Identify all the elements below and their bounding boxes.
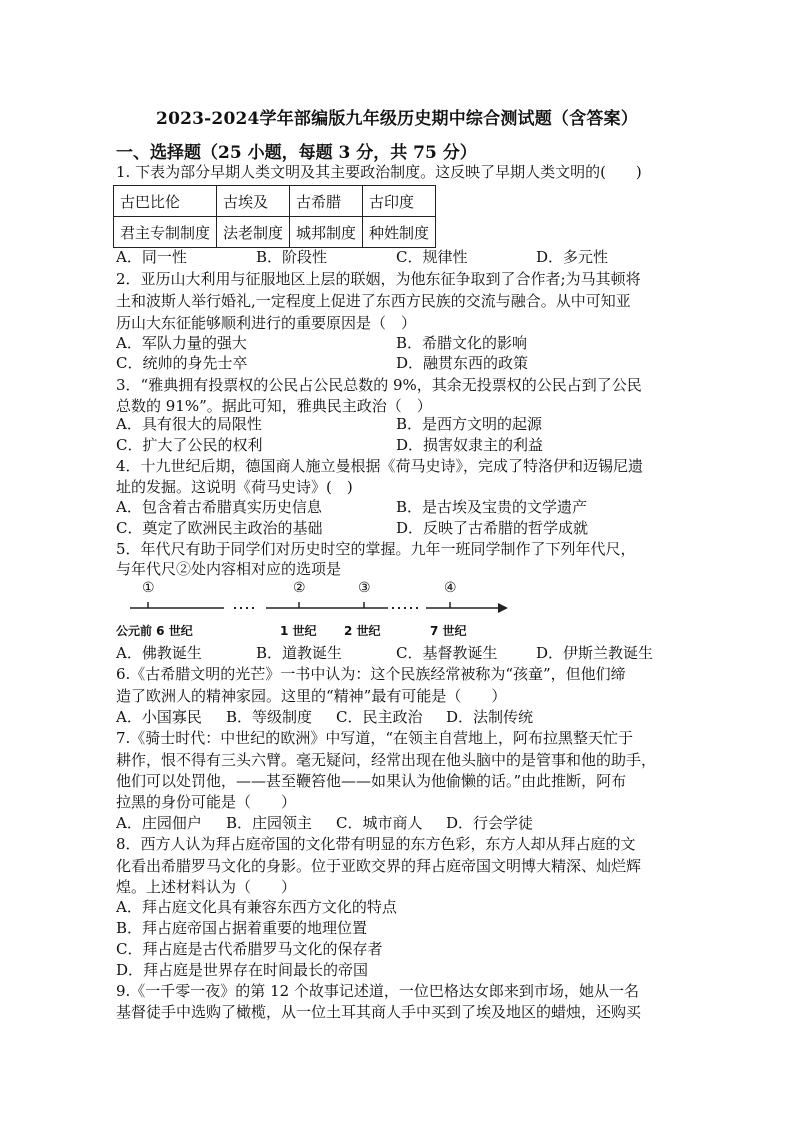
- q9-stem-line: 基督徒手中选购了橄榄，从一位土耳其商人手中买到了埃及地区的蜡烛，还购买: [116, 1003, 642, 1021]
- q3-stem-line: 3．“雅典拥有投票权的公民占公民总数的 9%，其余无投票权的公民占到了公民: [116, 376, 642, 394]
- q1-option-a: A．同一性: [116, 248, 187, 266]
- q2-stem-line: 历山大东征能够顺利进行的重要原因是（ ）: [116, 314, 417, 332]
- q5-option-c: C．基督教诞生: [396, 644, 498, 662]
- q5-option-d: D．伊斯兰教诞生: [536, 644, 654, 662]
- table-cell: 法老制度: [217, 217, 290, 248]
- q8-stem-line: 8．西方人认为拜占庭帝国的文化带有明显的东方色彩，东方人却从拜占庭的文: [116, 835, 636, 853]
- timeline-marker: ③: [358, 580, 371, 596]
- q7-option-c: C．城市商人: [336, 814, 423, 832]
- q4-option-c: C．奠定了欧洲民主政治的基础: [116, 519, 323, 537]
- q6-stem-line: 6.《古希腊文明的光芒》一书中认为：这个民族经常被称为“孩童”，但他们缔: [116, 665, 626, 683]
- section-heading: 一、选择题（25 小题，每题 3 分，共 75 分）: [116, 143, 477, 163]
- q5-stem-line: 与年代尺②处内容相对应的选项是: [116, 560, 342, 578]
- q8-option-c: C．拜占庭是古代希腊罗马文化的保存者: [116, 940, 383, 958]
- q7-stem-line: 7.《骑士时代：中世纪的欧洲》中写道，“在领主自营地上，阿布拉黑整天忙于: [116, 729, 633, 747]
- q8-option-d: D．拜占庭是世界存在时间最长的帝国: [116, 961, 369, 979]
- timeline-label: 1 世纪: [280, 624, 317, 638]
- q8-option-b: B．拜占庭帝国占据着重要的地理位置: [116, 919, 368, 937]
- table-cell: 城邦制度: [290, 217, 363, 248]
- q6-option-a: A．小国寡民: [116, 708, 202, 726]
- q2-option-a: A．军队力量的强大: [116, 334, 247, 352]
- q5-option-b: B．道教诞生: [256, 644, 343, 662]
- table-cell: 种姓制度: [363, 217, 436, 248]
- q5-option-a: A．佛教诞生: [116, 644, 202, 662]
- timeline-ruler: [116, 578, 516, 638]
- q8-option-a: A．拜占庭文化具有兼容东西方文化的特点: [116, 898, 397, 916]
- q6-option-c: C．民主政治: [336, 708, 423, 726]
- q3-option-d: D．损害奴隶主的利益: [396, 436, 544, 454]
- q8-stem-line: 煌。上述材料认为（ ）: [116, 878, 297, 896]
- timeline-label: 7 世纪: [430, 624, 467, 638]
- q2-option-c: C．统帅的身先士卒: [116, 354, 248, 372]
- table-row: [114, 186, 436, 217]
- q8-stem-line: 化看出希腊罗马文化的身影。位于亚欧交界的拜占庭帝国文明博大精深、灿烂辉: [116, 857, 642, 875]
- q4-option-d: D．反映了古希腊的哲学成就: [396, 519, 589, 537]
- q2-stem-line: 土和波斯人举行婚礼,一定程度上促进了东西方民族的交流与融合。从中可知亚: [116, 292, 631, 310]
- q3-option-c: C．扩大了公民的权利: [116, 436, 263, 454]
- q7-option-b: B．庄园领主: [226, 814, 313, 832]
- q6-stem-line: 造了欧洲人的精神家园。这里的“精神”最有可能是（ ）: [116, 687, 507, 705]
- q1-option-b: B．阶段性: [256, 248, 328, 266]
- q7-option-a: A．庄园佃户: [116, 814, 202, 832]
- table-cell: 古巴比伦: [114, 186, 217, 217]
- q6-option-d: D．法制传统: [446, 708, 534, 726]
- q4-option-a: A．包含着古希腊真实历史信息: [116, 498, 322, 516]
- timeline-marker: ①: [142, 580, 155, 596]
- table-cell: 古埃及: [217, 186, 290, 217]
- q5-stem-line: 5．年代尺有助于同学们对历史时空的掌握。九年一班同学制作了下列年代尺，: [116, 540, 636, 558]
- q4-stem-line: 址的发掘。这说明《荷马史诗》( ): [116, 478, 353, 496]
- q2-stem-line: 2．亚历山大利用与征服地区上层的联姻，为他东征争取到了合作者;为马其顿将: [116, 270, 641, 288]
- table-row: [114, 217, 436, 248]
- timeline-label: 2 世纪: [344, 624, 381, 638]
- q7-stem-line: 拉黑的身份可能是（ ）: [116, 793, 297, 811]
- q7-stem-line: 他们可以处罚他，——甚至鞭笞他——如果认为他偷懒的话。”由此推断，阿布: [116, 772, 627, 790]
- q2-option-d: D．融贯东西的政策: [396, 354, 529, 372]
- q3-option-b: B．是西方文明的起源: [396, 415, 543, 433]
- table-cell: 君主专制制度: [114, 217, 217, 248]
- q1-option-d: D．多元性: [536, 248, 609, 266]
- q1-stem: 1. 下表为部分早期人类文明及其主要政治制度。这反映了早期人类文明的( ): [116, 163, 642, 181]
- timeline-label: 公元前 6 世纪: [116, 624, 193, 638]
- q6-option-b: B．等级制度: [226, 708, 313, 726]
- q9-stem-line: 9.《一千零一夜》的第 12 个故事记述道，一位巴格达女郎来到市场，她从一名: [116, 982, 639, 1000]
- q7-stem-line: 耕作，恨不得有三头六臂。毫无疑问，经常出现在他头脑中的是管事和他的助手，: [116, 751, 657, 769]
- timeline-marker: ④: [444, 580, 457, 596]
- q2-option-b: B．希腊文化的影响: [396, 334, 528, 352]
- q3-option-a: A．具有很大的局限性: [116, 415, 262, 433]
- q4-stem-line: 4．十九世纪后期，德国商人施立曼根据《荷马史诗》，完成了特洛伊和迈锡尼遗: [116, 457, 644, 475]
- q1-option-c: C．规律性: [396, 248, 468, 266]
- q7-option-d: D．行会学徒: [446, 814, 534, 832]
- table-cell: 古希腊: [290, 186, 363, 217]
- table-cell: 古印度: [363, 186, 436, 217]
- page-title: 2023-2024学年部编版九年级历史期中综合测试题（含答案）: [156, 109, 638, 129]
- timeline-arrow-head: [498, 603, 508, 613]
- civilization-table: [113, 185, 436, 248]
- q4-option-b: B．是古埃及宝贵的文学遗产: [396, 498, 588, 516]
- q3-stem-line: 总数的 91%”。据此可知，雅典民主政治（ ）: [116, 397, 432, 415]
- timeline-marker: ②: [293, 580, 306, 596]
